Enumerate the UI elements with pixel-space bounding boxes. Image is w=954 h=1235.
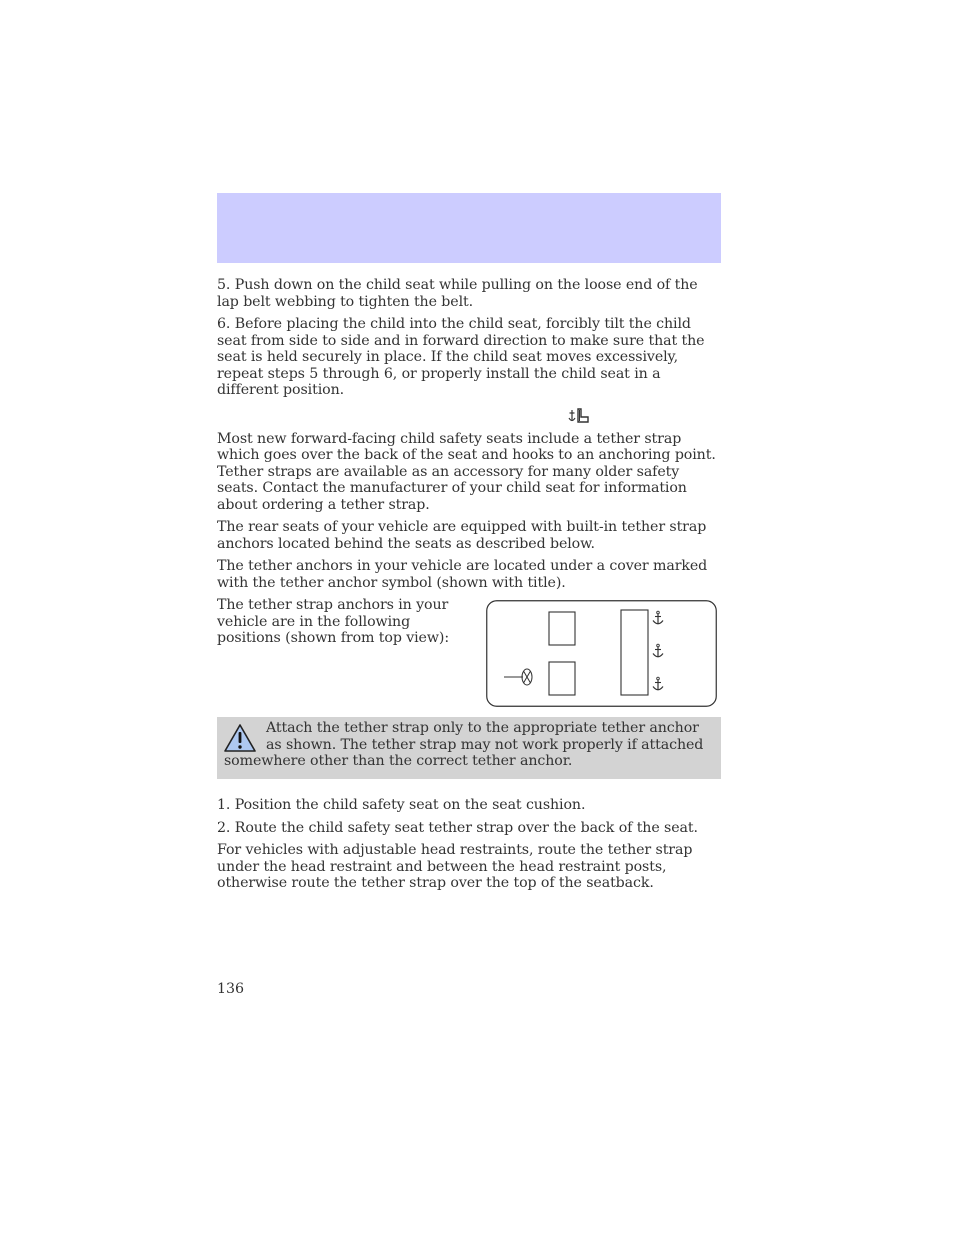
warning-text: Attach the tether strap only to the appropriate tether anchor as shown. The tether strap may not work properly if attached somewhere other than the correct tether anchor. [224,720,704,769]
step-6-text: 6. Before placing the child into the child seat, forcibly tilt the child seat from side to side and in forward direction to make sure that the seat is held securely in place. If the child seat moves excessively, repeat steps 5 through 6, or properly install the child seat in a different position. [217,316,705,398]
step-5-text: 5. Push down on the child seat while pulling on the loose end of the lap belt webbing to tighten the belt. [217,277,698,310]
warning-box [217,717,721,779]
rear-seats-text: The rear seats of your vehicle are equipped with built-in tether strap anchors located behind the seats as described below. [217,519,707,552]
page-number: 136 [217,981,245,997]
head-restraints-text: For vehicles with adjustable head restraints, route the tether strap under the head restraint and between the head restraint posts, otherwise route the tether strap over the top of the seatback. [217,842,693,891]
anchor-positions-diagram [486,600,717,707]
diagram-frame [487,601,717,707]
anchor-positions-text: The tether strap anchors in your vehicle are in the following positions (shown from top view): [217,597,450,646]
anchor-positions-section [217,597,721,717]
anchor-cover-text: The tether anchors in your vehicle are located under a cover marked with the tether anchor symbol (shown with title). [217,558,708,591]
tether-intro-text: Most new forward-facing child safety seats include a tether strap which goes over the back of the seat and hooks to an anchoring point. Tether straps are available as an accessory for many older safety seats. Contact the manufacturer of your child seat for information about ordering a tether strap. [217,430,716,513]
tether-title-row [217,405,721,431]
install-step-1-text: 1. Position the child safety seat on the seat cushion. [217,797,586,813]
section-header-band [217,193,721,263]
warning-triangle-icon [224,723,256,753]
tether-anchor-seat-icon [568,408,590,424]
page-content [217,277,721,898]
rear-bench-seat [621,610,648,695]
front-left-seat [549,662,575,695]
front-right-seat [549,612,575,645]
install-step-2-text: 2. Route the child safety seat tether strap over the back of the seat. [217,819,698,836]
